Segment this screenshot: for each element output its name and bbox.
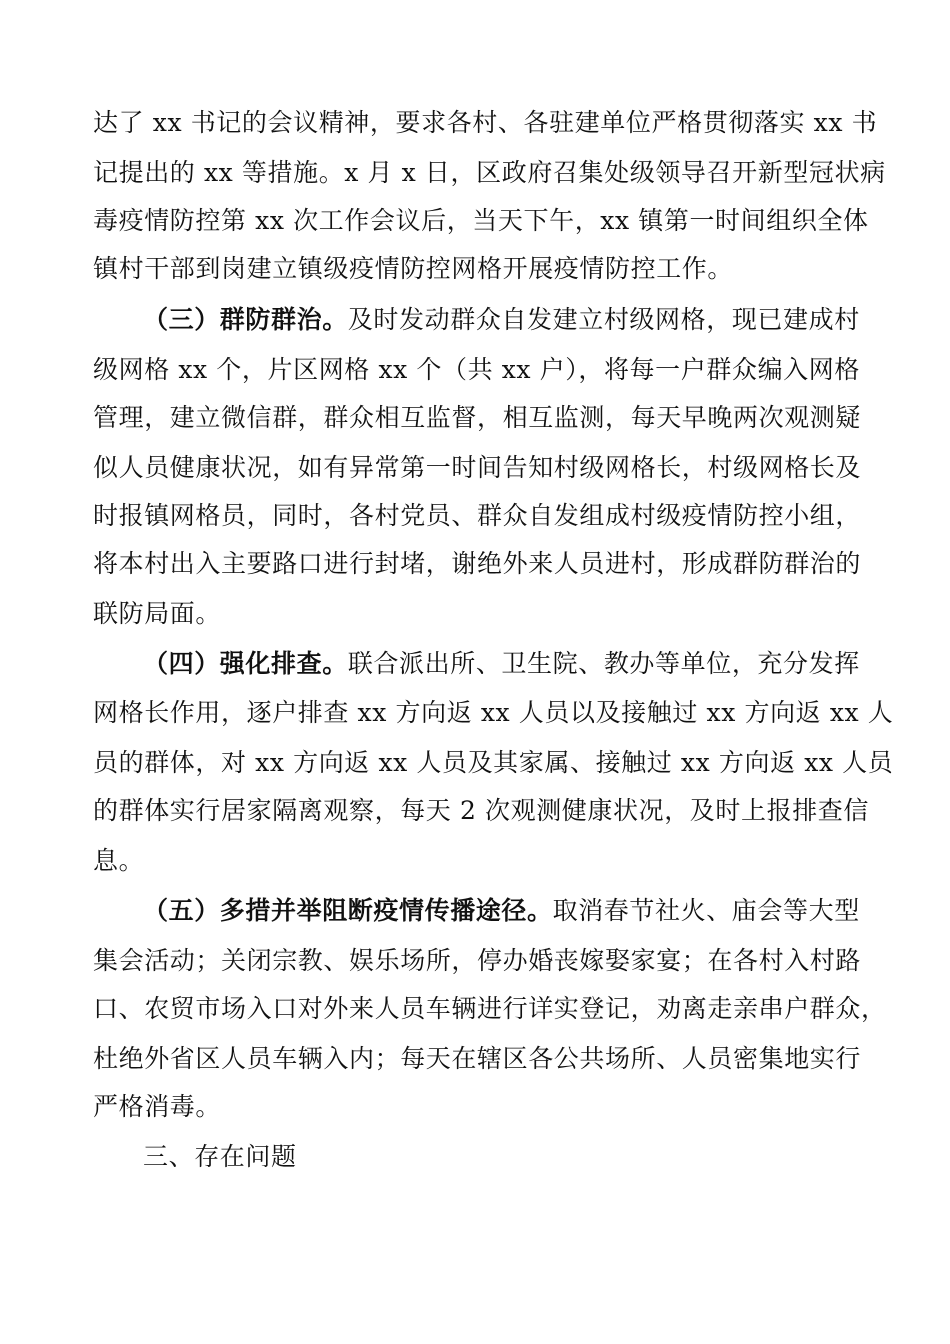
section-5-heading: （五）多措并举阻断疫情传播途径。 [143, 896, 553, 925]
section-5-first-line [143, 895, 860, 927]
paragraph-line: 级网格 xx 个，片区网格 xx 个（共 xx 户），将每一户群众编入网格 [93, 355, 860, 384]
paragraph-line: 联防局面。 [93, 599, 222, 628]
section-3-first-line [143, 304, 860, 336]
paragraph-line: 记提出的 xx 等措施。x 月 x 日，区政府召集处级领导召开新型冠状病 [93, 158, 886, 187]
section-3-first-text: 及时发动群众自发建立村级网格，现已建成村 [347, 305, 860, 334]
paragraph-line: 将本村出入主要路口进行封堵，谢绝外来人员进村，形成群防群治的 [93, 549, 862, 578]
paragraph-line: 镇村干部到岗建立镇级疫情防控网格开展疫情防控工作。 [93, 254, 734, 283]
paragraph-line: 毒疫情防控第 xx 次工作会议后，当天下午，xx 镇第一时间组织全体 [93, 206, 869, 235]
paragraph-line: 达了 xx 书记的会议精神，要求各村、各驻建单位严格贯彻落实 xx 书 [93, 108, 878, 137]
paragraph-line: 时报镇网格员，同时，各村党员、群众自发组成村级疫情防控小组， [93, 501, 862, 530]
paragraph-line: 的群体实行居家隔离观察，每天 2 次观测健康状况，及时上报排查信 [93, 796, 870, 825]
section-5-first-text: 取消春节社火、庙会等大型 [552, 896, 860, 925]
section-3-heading: （三）群防群治。 [143, 305, 348, 334]
paragraph-line: 严格消毒。 [93, 1092, 222, 1121]
paragraph-line: 集会活动；关闭宗教、娱乐场所，停办婚丧嫁娶家宴；在各村入村路 [93, 946, 862, 975]
section-4-heading: （四）强化排查。 [143, 649, 348, 678]
paragraph-line: 杜绝外省区人员车辆入内；每天在辖区各公共场所、人员密集地实行 [93, 1044, 862, 1073]
paragraph-line: 息。 [93, 846, 145, 875]
section-heading-problems: 三、存在问题 [143, 1142, 297, 1171]
paragraph-line: 网格长作用，逐户排查 xx 方向返 xx 人员以及接触过 xx 方向返 xx 人 [93, 698, 894, 727]
paragraph-line: 似人员健康状况，如有异常第一时间告知村级网格长，村级网格长及 [93, 453, 862, 482]
paragraph-line: 口、农贸市场入口对外来人员车辆进行详实登记，劝离走亲串户群众， [93, 994, 887, 1023]
section-4-first-line [143, 648, 860, 680]
paragraph-line: 员的群体，对 xx 方向返 xx 人员及其家属、接触过 xx 方向返 xx 人员 [93, 748, 894, 777]
section-4-first-text: 联合派出所、卫生院、教办等单位，充分发挥 [347, 649, 860, 678]
paragraph-line: 管理，建立微信群，群众相互监督，相互监测，每天早晚两次观测疑 [93, 403, 862, 432]
